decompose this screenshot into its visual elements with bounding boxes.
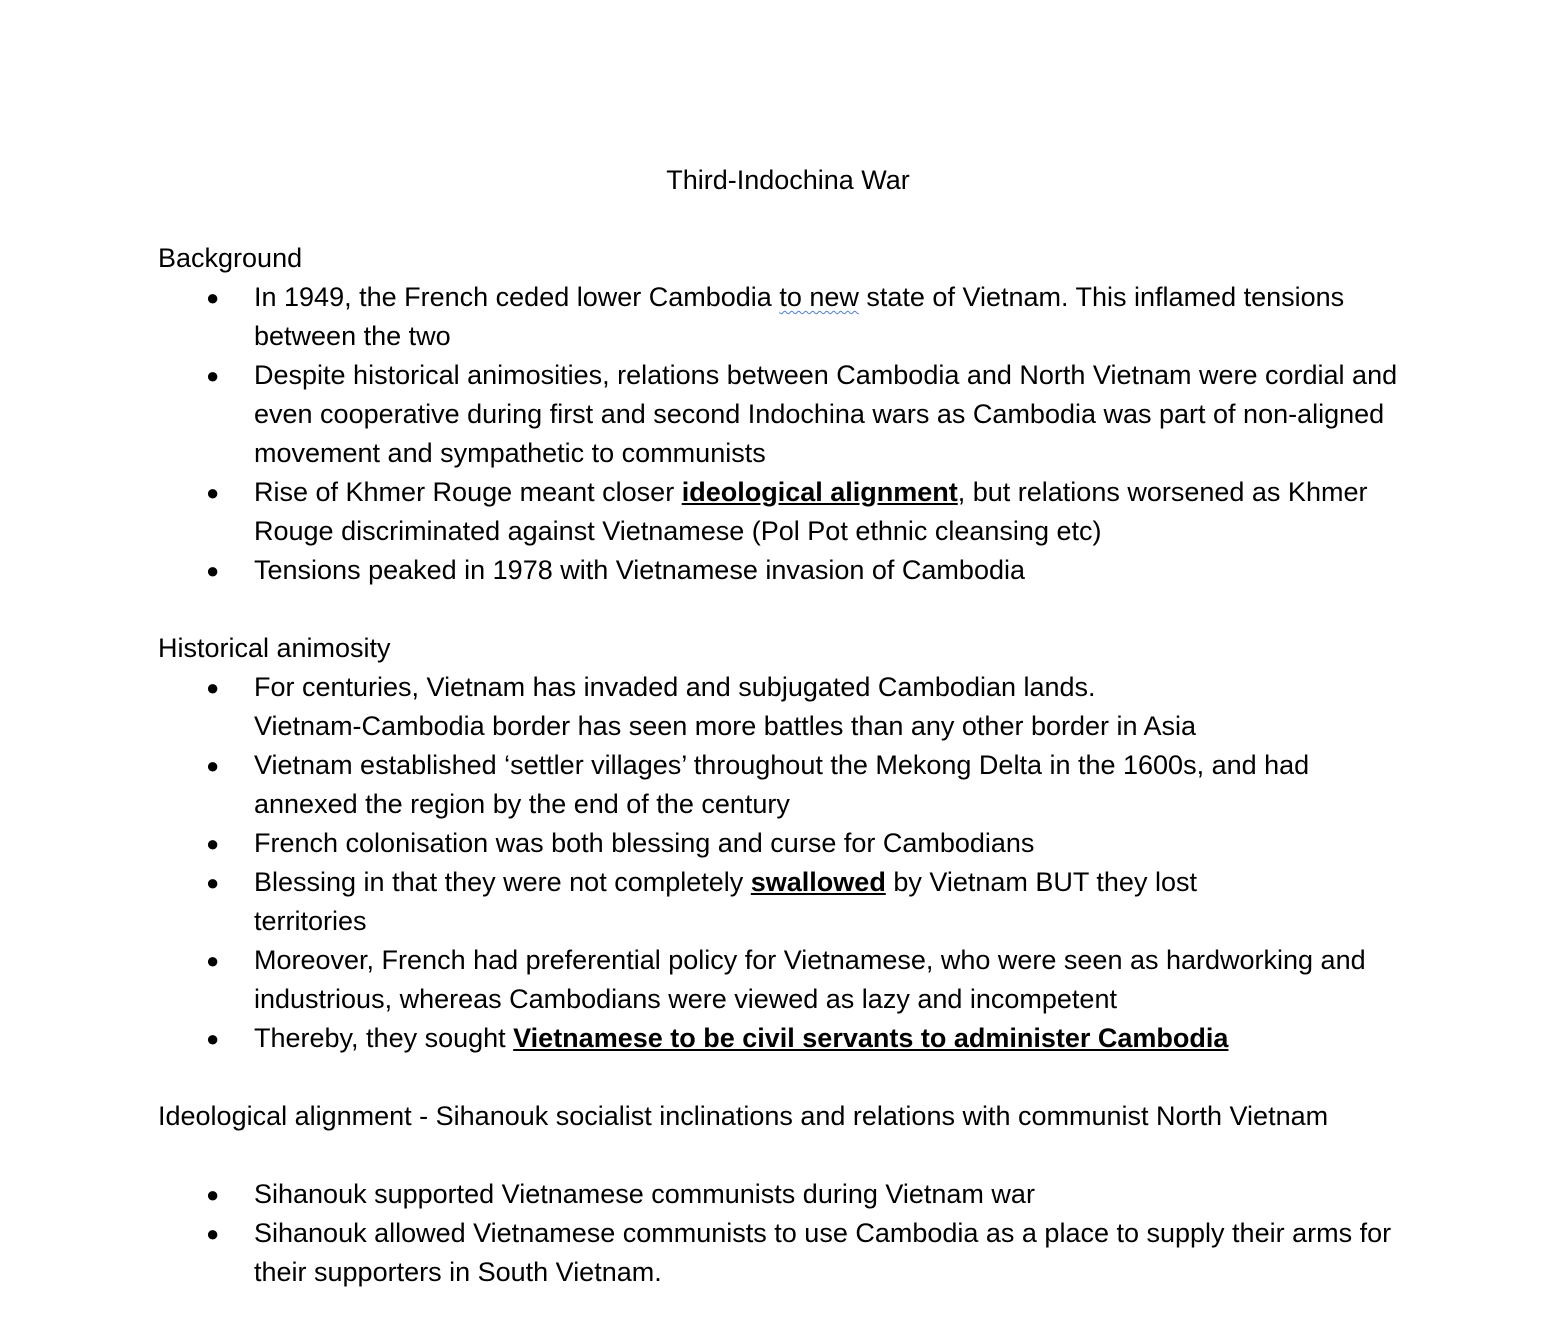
bullet-text: In 1949, the French ceded lower Cambodia <box>254 282 780 312</box>
bullet-text: Moreover, French had preferential policy for Vietnamese, who were seen as hardworking and industrious, whereas Cambodians were viewed as lazy and incompetent <box>254 945 1366 1014</box>
bullet-dot-icon: ● <box>206 480 220 505</box>
document-title: Third-Indochina War <box>666 165 910 195</box>
list-item <box>158 1019 1418 1058</box>
section-heading: Ideological alignment - Sihanouk socialist inclinations and relations with communist North Vietnam <box>158 1101 1329 1131</box>
emphasized-text: swallowed <box>750 867 886 897</box>
bullet-dot-icon: ● <box>206 1026 220 1051</box>
list-item <box>158 551 1418 590</box>
bullet-text: Vietnam established ‘settler villages’ throughout the Mekong Delta in the 1600s, and had annexed the region by the end of the century <box>254 750 1310 819</box>
spacer <box>158 200 1418 239</box>
bullet-dot-icon: ● <box>206 1182 220 1207</box>
bullet-text: , but relations worsened as Khmer Rouge discriminated against Vietnamese (Pol Pot ethnic cleansing etc) <box>254 477 1368 546</box>
bullet-dot-icon: ● <box>206 870 220 895</box>
list-item <box>158 1214 1418 1292</box>
bullet-text: Thereby, they sought <box>254 1023 514 1053</box>
list-item <box>158 863 1418 941</box>
bullet-list <box>158 278 1418 590</box>
list-item <box>158 1175 1418 1214</box>
bullet-text: Despite historical animosities, relations between Cambodia and North Vietnam were cordial and even cooperative during first and second Indochina wars as Cambodia was part of non-aligned movement and sympathetic to communists <box>254 360 1398 468</box>
spacer <box>158 590 1418 629</box>
bullet-text: Vietnam-Cambodia border has seen more battles than any other border in Asia <box>254 711 1197 741</box>
section-heading: Background <box>158 243 303 273</box>
list-item <box>158 746 1418 824</box>
list-item <box>158 941 1418 1019</box>
section-heading: Historical animosity <box>158 633 391 663</box>
bullet-dot-icon: ● <box>206 831 220 856</box>
spacer <box>158 1058 1418 1097</box>
list-item <box>158 668 1418 746</box>
bullet-dot-icon: ● <box>206 363 220 388</box>
bullet-text: by Vietnam BUT they lost <box>885 867 1197 897</box>
bullet-list <box>158 668 1418 1058</box>
list-item <box>158 356 1418 473</box>
document-body <box>158 239 1418 1292</box>
bullet-text: Tensions peaked in 1978 with Vietnamese invasion of Cambodia <box>254 555 1025 585</box>
bullet-dot-icon: ● <box>206 558 220 583</box>
bullet-text: Sihanouk allowed Vietnamese communists to use Cambodia as a place to supply their arms for their supporters in South Vietnam. <box>254 1218 1392 1287</box>
bullet-dot-icon: ● <box>206 753 220 778</box>
bullet-text: state of Vietnam. This inflamed tensions between the two <box>254 282 1345 351</box>
bullet-text: Sihanouk supported Vietnamese communists during Vietnam war <box>254 1179 1035 1209</box>
emphasized-text: ideological alignment <box>681 477 958 507</box>
document-page <box>158 161 1418 1292</box>
emphasized-text: Vietnamese to be civil servants to administer Cambodia <box>513 1023 1229 1053</box>
bullet-dot-icon: ● <box>206 948 220 973</box>
bullet-text: territories <box>254 906 367 936</box>
spacer <box>158 1136 1418 1175</box>
list-item <box>158 824 1418 863</box>
bullet-text: Blessing in that they were not completely <box>254 867 751 897</box>
bullet-dot-icon: ● <box>206 285 220 310</box>
bullet-text: French colonisation was both blessing and curse for Cambodians <box>254 828 1035 858</box>
bullet-text: For centuries, Vietnam has invaded and subjugated Cambodian lands. <box>254 672 1096 702</box>
list-item <box>158 473 1418 551</box>
bullet-list <box>158 1175 1418 1292</box>
spellcheck-flagged-text: to new <box>779 282 859 312</box>
bullet-text: Rise of Khmer Rouge meant closer <box>254 477 682 507</box>
bullet-dot-icon: ● <box>206 675 220 700</box>
bullet-dot-icon: ● <box>206 1221 220 1246</box>
list-item <box>158 278 1418 356</box>
